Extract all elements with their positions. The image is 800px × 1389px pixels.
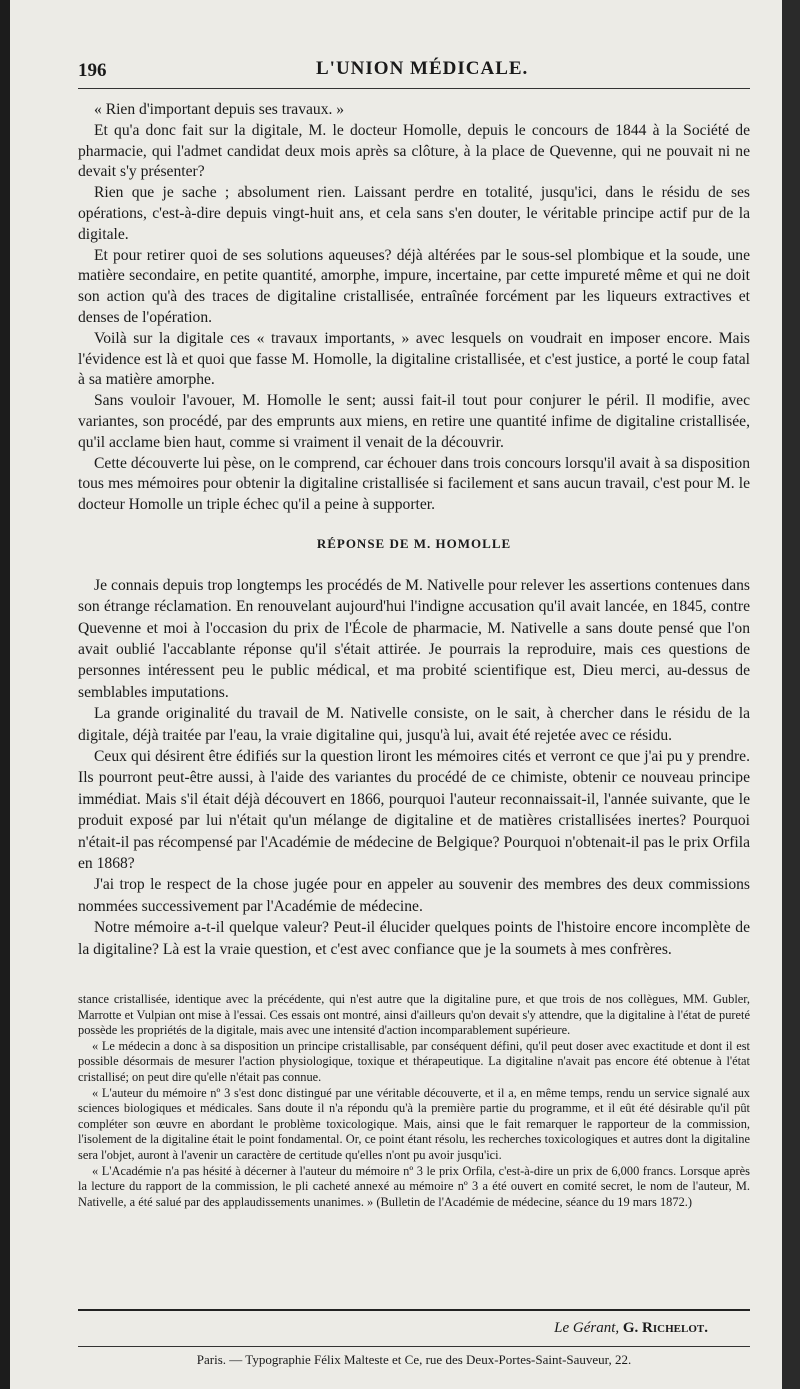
- footnote-paragraph: « L'Académie n'a pas hésité à décerner à l'auteur du mémoire nº 3 le prix Orfila, c'est-à-dire un prix de 6,000 francs. Lorsque après la lecture du rapport de la commission, le pli cacheté annexé au mémoire nº 3 a été ouvert en comité secret, le nom de l'auteur, M. Nativelle, a été salué par des applaudissements unanimes. » (Bulletin de l'Académie de médecine, séance du 19 mars 1872.): [78, 1163, 750, 1209]
- header-rule: [78, 88, 750, 89]
- signature-role: Le Gérant,: [554, 1320, 620, 1336]
- article-body: [78, 100, 750, 960]
- page-number: 196: [78, 60, 107, 81]
- footnote-paragraph: « L'auteur du mémoire nº 3 s'est donc distingué par une véritable découverte, et il a, en même temps, rendu un service signalé aux sciences biologiques et médicales. Sans doute il n'a répondu qu'à la première partie du programme, et il eût été désirable qu'il pût compléter son œuvre en abordant le problème toxicologique. Mais, ainsi que le fait remarquer le rapporteur de la commission, l'isolement de la digitaline était le point fondamental. Or, ce point étant résolu, les recherches toxicologiques et autres dont la digitaline sera l'objet, auront à l'avenir un caractère de certitude qu'elles n'ont pu avoir jusqu'ici.: [78, 1085, 750, 1162]
- reponse-paragraph: Je connais depuis trop longtemps les procédés de M. Nativelle pour relever les assertions contenues dans son étrange réclamation. En renouvelant aujourd'hui l'indigne accusation qu'il avait lancée, en 1845, contre Quevenne et moi à l'occasion du prix de l'École de pharmacie, M. Nativelle a sans doute pensé que l'on avait oublié l'accablante réponse qu'il s'était attirée. Je pourrais la reproduire, mais ces questions de personnes intéressent peu le public médical, et ma probité scientifique est, Dieu merci, au-dessus de semblables imputations.: [78, 576, 750, 701]
- article-paragraph: Rien que je sache ; absolument rien. Laissant perdre en totalité, jusqu'ici, dans le résidu de ses opérations, c'est-à-dire depuis vingt-huit ans, et cela sans s'en douter, le véritable principe actif pur de la digitale.: [78, 184, 750, 243]
- reponse-paragraph: La grande originalité du travail de M. Nativelle consiste, on le sait, à chercher dans le résidu de la digitale, déjà traitée par l'eau, la vraie digitaline qui, jusqu'à lui, avait été rejetée avec ce résidu.: [78, 705, 750, 744]
- article-paragraph: « Rien d'important depuis ses travaux. »: [94, 101, 345, 118]
- article-paragraph: Sans vouloir l'avouer, M. Homolle le sent; aussi fait-il tout pour conjurer le péril. Il modifie, avec variantes, son procédé, par des emprunts aux miens, en retire une quantité infime de digitaline cristallisée, qu'il acclame bien haut, comme si vraiment il venait de la découvrir.: [78, 392, 750, 451]
- footnote-paragraph: « Le médecin a donc à sa disposition un principe cristallisable, par conséquent défini, qu'il peut doser avec exactitude et dont il est possible désormais de mesurer l'action physiologique, toxique et thérapeutique. La digitaline n'avait pas encore été obtenue à l'état cristallisé; on peut dire qu'elle n'était pas connue.: [78, 1038, 750, 1084]
- end-rule: [78, 1309, 750, 1311]
- article-paragraph: Cette découverte lui pèse, on le comprend, car échouer dans trois concours lorsqu'il avait à sa disposition tous mes mémoires pour obtenir la digitaline cristallisée si facilement et sans aucun travail, c'est pour M. le docteur Homolle un triple échec qu'il a peine à supporter.: [78, 454, 750, 514]
- printer-imprint: Paris. — Typographie Félix Malteste et Ce, rue des Deux-Portes-Saint-Sauveur, 22.: [196, 1352, 632, 1367]
- reponse-paragraph: J'ai trop le respect de la chose jugée pour en appeler au souvenir des membres des deux commissions nommées successivement par l'Académie de médecine.: [78, 876, 750, 915]
- reponse-paragraph: Notre mémoire a-t-il quelque valeur? Peut-il élucider quelques points de l'histoire encore incomplète de la digitaline? Là est la vraie question, et c'est avec confiance que je la soumets à mes confrères.: [78, 919, 750, 958]
- signature: [554, 1320, 708, 1337]
- footnote-paragraph: stance cristallisée, identique avec la précédente, qui n'est autre que la digitaline pure, et que trois de nos collègues, MM. Gubler, Marrotte et Vulpian ont mise à l'essai. Ces essais ont montré, ainsi d'ailleurs qu'on devait s'y attendre, que la digitaline à l'état de pureté possède les propriétés de la digitale, mais avec une intensité d'action incomparablement supérieure.: [78, 992, 750, 1038]
- article-paragraph: Voilà sur la digitale ces « travaux importants, » avec lesquels on voudrait en imposer encore. Mais l'évidence est là et quoi que fasse M. Homolle, la digitaline cristallisée, et c'est justice, a porté le coup fatal à sa matière amorphe.: [78, 329, 750, 389]
- reponse-section: [78, 575, 750, 960]
- footnotes: [78, 992, 750, 1210]
- reponse-paragraph: Ceux qui désirent être édifiés sur la question liront les mémoires cités et verront ce que j'ai pu y prendre. Ils pourront peut-être aussi, à l'aide des variantes du procédé de ce chimiste, obtenir ce nouveau principe immédiat. Mais s'il était déjà découvert en 1866, pourquoi l'auteur reconnaissait-il, l'année suivante, que le produit exposé par lui n'était qu'un mélange de digitaline et de matières cristallisées inertes? Pourquoi n'était-il pas récompensé par l'Académie de médecine de Belgique? Pourquoi n'obtenait-il pas le prix Orfila en 1868?: [78, 747, 750, 873]
- article-paragraph: Et qu'a donc fait sur la digitale, M. le docteur Homolle, depuis le concours de 1844 à la Société de pharmacie, qui l'admet candidat deux mois après sa clôture, à la place de Quevenne, qui ne pouvait ni ne devait s'y présenter?: [78, 121, 750, 181]
- running-title: L'UNION MÉDICALE.: [316, 58, 529, 79]
- signature-name: G. Richelot.: [622, 1320, 708, 1336]
- page-header: [78, 58, 750, 92]
- article-paragraph: Et pour retirer quoi de ses solutions aqueuses? déjà altérées par le sous-sel plombique et la soude, une matière secondaire, en petite quantité, amorphe, impure, incertaine, par cette impureté même et qui ne doit son action qu'à des traces de digitaline cristallisée, entraînée forcément par les liqueurs extractives et denses de l'opération.: [78, 246, 750, 326]
- imprint-rule: [78, 1346, 750, 1347]
- section-heading-reponse: RÉPONSE DE M. HOMOLLE: [316, 535, 512, 551]
